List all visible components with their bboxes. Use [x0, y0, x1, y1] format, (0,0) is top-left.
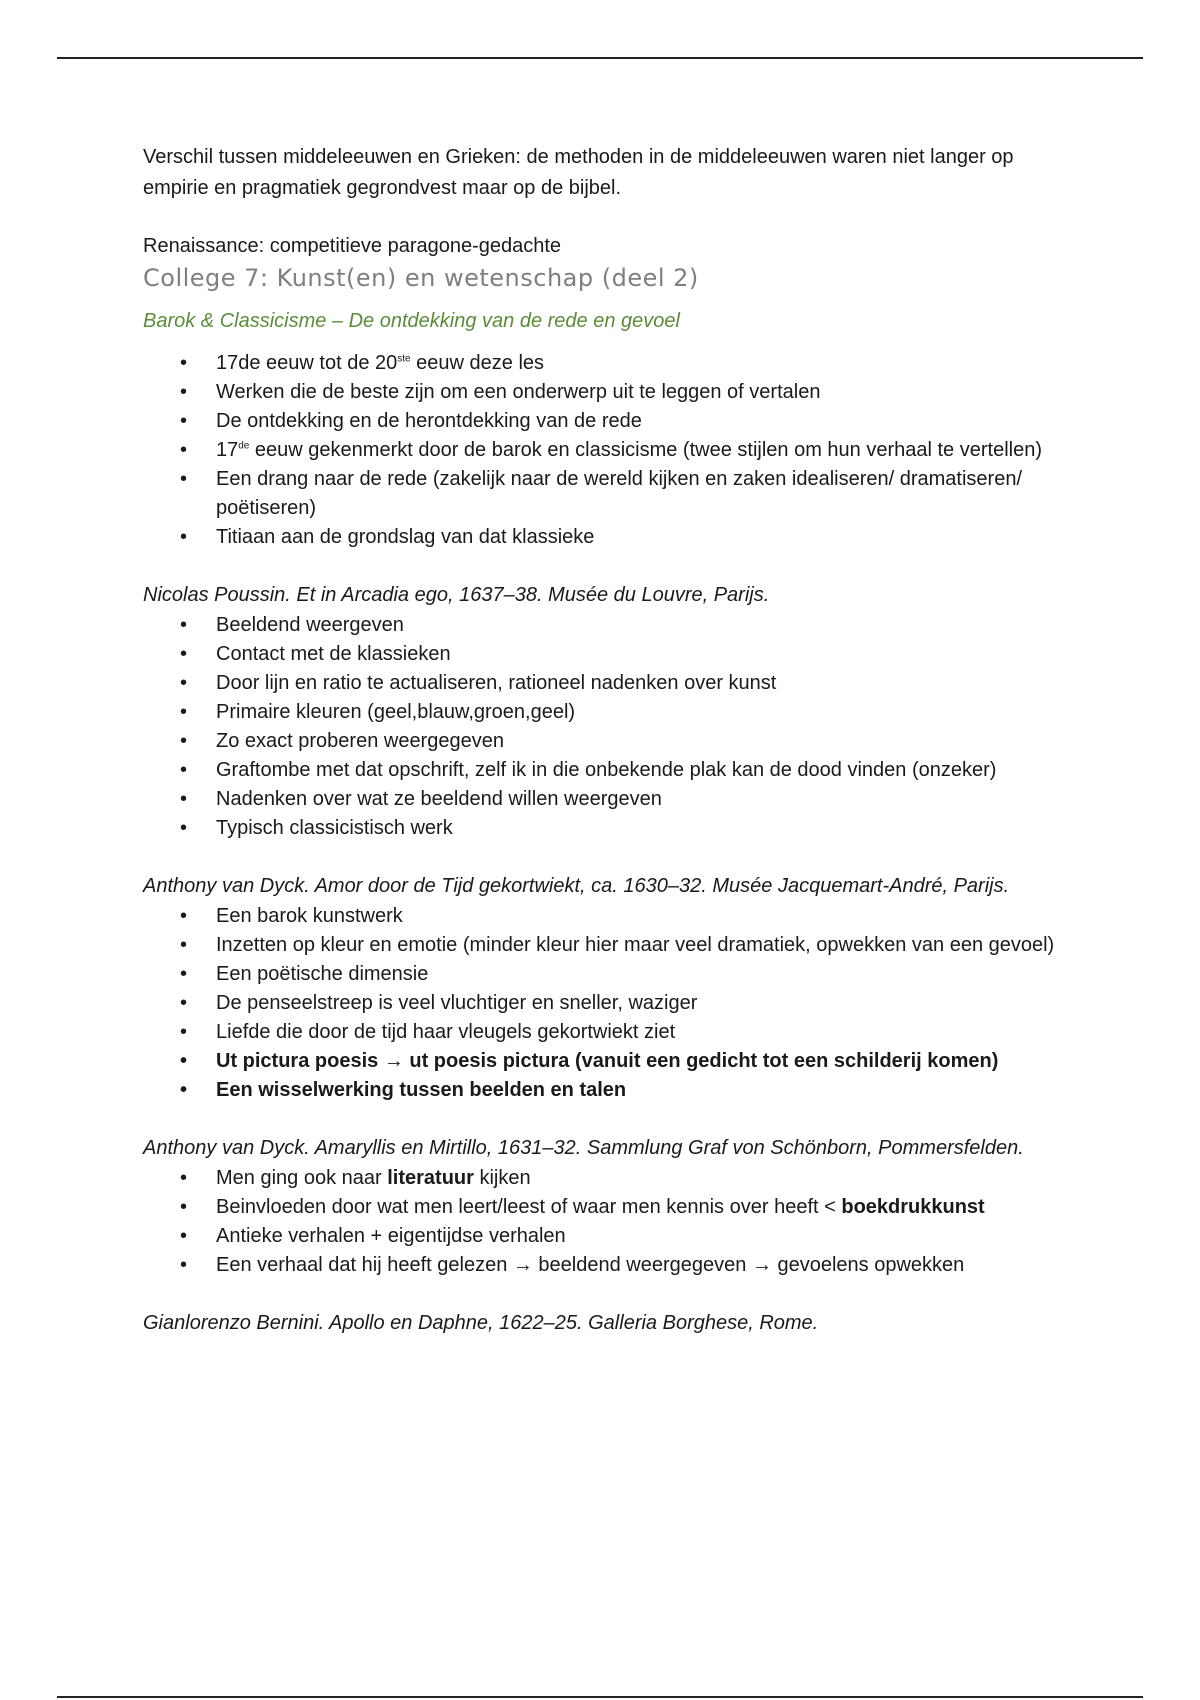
bullet-list-intro	[143, 349, 1063, 552]
list-item: • Ut pictura poesis → ut poesis pictura (vanuit een gedicht tot een schilderij komen)	[143, 1047, 1063, 1076]
list-item: • Men ging ook naar literatuur kijken	[143, 1164, 1063, 1193]
list-item: • Contact met de klassieken	[143, 640, 1063, 669]
intro-paragraph: Verschil tussen middeleeuwen en Grieken: de methoden in de middeleeuwen waren niet langer op empirie en pragmatiek gegrondvest maar op de bijbel.	[143, 146, 1014, 199]
artwork-caption-van-dyck-amaryllis: Anthony van Dyck. Amaryllis en Mirtillo, 1631–32. Sammlung Graf von Schönborn, Pommersfelden.	[143, 1137, 1024, 1159]
list-item: • Werken die de beste zijn om een onderwerp uit te leggen of vertalen	[143, 378, 1063, 407]
list-item: • Nadenken over wat ze beeldend willen weergeven	[143, 785, 1063, 814]
artwork-caption-van-dyck-amor: Anthony van Dyck. Amor door de Tijd gekortwiekt, ca. 1630–32. Musée Jacquemart-André, Parijs.	[143, 875, 1010, 897]
list-item: • Antieke verhalen + eigentijdse verhalen	[143, 1222, 1063, 1251]
list-item: • 17de eeuw gekenmerkt door de barok en classicisme (twee stijlen om hun verhaal te vertellen)	[143, 436, 1063, 465]
list-item: • Een wisselwerking tussen beelden en talen	[143, 1076, 1063, 1105]
bottom-rule	[57, 1696, 1143, 1698]
list-item: • Typisch classicistisch werk	[143, 814, 1063, 843]
page-title: College 7: Kunst(en) en wetenschap (deel 2)	[143, 264, 699, 292]
list-item: • Inzetten op kleur en emotie (minder kleur hier maar veel dramatiek, opwekken van een gevoel)	[143, 931, 1063, 960]
bullet-list-van-dyck-amor	[143, 902, 1063, 1105]
document-body	[143, 142, 1063, 1339]
bullet-list-poussin	[143, 611, 1063, 843]
list-item: • Door lijn en ratio te actualiseren, rationeel nadenken over kunst	[143, 669, 1063, 698]
list-item: • Titiaan aan de grondslag van dat klassieke	[143, 523, 1063, 552]
list-item: • Primaire kleuren (geel,blauw,groen,geel)	[143, 698, 1063, 727]
list-item: • Beeldend weergeven	[143, 611, 1063, 640]
artwork-caption-bernini: Gianlorenzo Bernini. Apollo en Daphne, 1622–25. Galleria Borghese, Rome.	[143, 1312, 819, 1334]
top-rule	[57, 57, 1143, 59]
list-item: • Een drang naar de rede (zakelijk naar de wereld kijken en zaken idealiseren/ dramatiseren/ poëtiseren)	[143, 465, 1063, 523]
list-item: • Zo exact proberen weergegeven	[143, 727, 1063, 756]
list-item: • Een poëtische dimensie	[143, 960, 1063, 989]
list-item: • Een barok kunstwerk	[143, 902, 1063, 931]
section-subheading: Barok & Classicisme – De ontdekking van de rede en gevoel	[143, 310, 680, 332]
list-item: • Graftombe met dat opschrift, zelf ik in die onbekende plak kan de dood vinden (onzeker)	[143, 756, 1063, 785]
artwork-caption-poussin: Nicolas Poussin. Et in Arcadia ego, 1637–38. Musée du Louvre, Parijs.	[143, 584, 770, 606]
bullet-list-van-dyck-amaryllis	[143, 1164, 1063, 1280]
list-item: • De ontdekking en de herontdekking van de rede	[143, 407, 1063, 436]
list-item: • Beinvloeden door wat men leert/leest of waar men kennis over heeft < boekdrukkunst	[143, 1193, 1063, 1222]
list-item: • Een verhaal dat hij heeft gelezen → beeldend weergegeven → gevoelens opwekken	[143, 1251, 1063, 1280]
list-item: • 17de eeuw tot de 20ste eeuw deze les	[143, 349, 1063, 378]
list-item: • De penseelstreep is veel vluchtiger en sneller, waziger	[143, 989, 1063, 1018]
list-item: • Liefde die door de tijd haar vleugels gekortwiekt ziet	[143, 1018, 1063, 1047]
renaissance-note: Renaissance: competitieve paragone-gedachte	[143, 235, 562, 257]
